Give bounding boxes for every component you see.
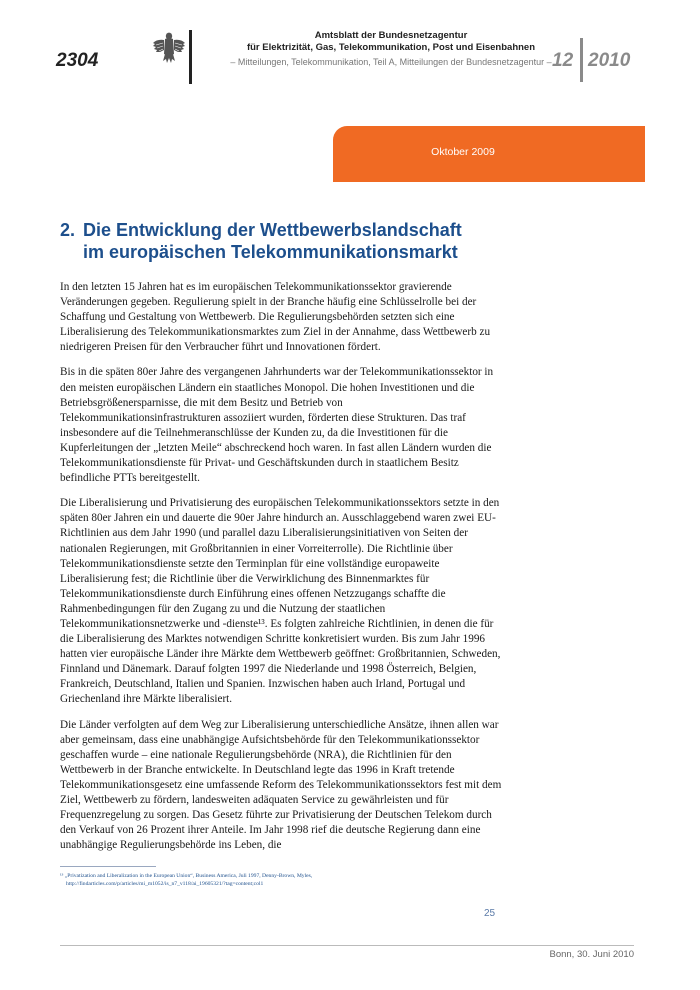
- page-number: 2304: [56, 50, 99, 71]
- footnote-text: ¹³ „Privatization and Liberalization in the European Union“, Business America, Juli 1997, Denny-Brown, Myles,: [60, 873, 313, 879]
- paragraph: Bis in die späten 80er Jahre des vergangenen Jahrhunderts war der Telekommunikationssektor in den meisten europäischen Ländern ein staatliches Monopol. Die hohen Investitionen und die Betriebsgrößenersparnisse, die mit dem Besitz und Betrieb von Telekommunikationsinfrastrukturen assoziiert wurden, förderten diese Strukturen. Das traf insbesondere auf die Teilnehmeranschlüsse der Kunden zu, da die Investitionen für die Kupferleitungen der „letzten Meile“ abschreckend hoch waren. In fast allen Ländern wurden die Telekommunikationsdienste für Privat- und Geschäftskunden durch in staatlichem Besitz befindliche PTTs bereitgestellt.: [60, 366, 494, 485]
- journal-title-line2: für Elektrizität, Gas, Telekommunikation, Post und Eisenbahnen: [246, 42, 536, 53]
- footnote: [60, 872, 420, 888]
- paragraph: Die Länder verfolgten auf dem Weg zur Liberalisierung unterschiedliche Ansätze, ihnen allen war aber gemeinsam, dass eine unabhängige Aufsichtsbehörde für den Telekommunikationssektor geschaffen wurde – eine nationale Regulierungsbehörde (NRA), die Richtlinien für den Wettbewerb in der Branche entwickelte. In Deutschland legte das 1996 in Kraft tretende Telekommunikationsgesetz eine umfassende Reform des Telekommunikationssektors fest mit dem Ziel, Wettbewerb zu fördern, landesweiten adäquaten Service zu gewährleisten und für Frequenzregelung zu sorgen. Das Gesetz führte zur Privatisierung der Deutschen Telekom durch den Verkauf von 26 Prozent ihrer Anteile. Im Jahr 1998 rief die deutsche Regierung dann eine unabhängige Regulierungsbehörde ins Leben, die: [60, 718, 502, 852]
- section-number: 2.: [60, 220, 76, 240]
- federal-eagle-icon: [152, 30, 186, 66]
- journal-title: [196, 30, 586, 54]
- footer-divider: [60, 945, 634, 946]
- paragraph: Die Liberalisierung und Privatisierung des europäischen Telekommunikationssektors setzte in den späten 80er Jahren ein und dauerte die 90er Jahre hindurch an. Ausschlaggebend waren zwei EU-Richtlinien aus dem Jahr 1990 (und parallel dazu Liberalisierungsinitiativen von Seiten der nationalen Regierungen, mit Großbritannien in einer Vorreiterrolle). Die Richtlinie über Telekommunikationsdienste setzte den Terminplan für eine vollständige europaweite Liberalisierung fest; die Richtlinie über die Verwirklichung des Binnenmarktes für Telekommunikationsdienste durch Einführung eines offenen Netzzugangs schaffte die Rahmenbedingungen für den Zugang zu und die Nutzung der staatlichen Telekommunikationsnetzwerke und -dienste¹³. Es folgten zahlreiche Richtlinien, in denen die für die Liberalisierung des Marktes notwendigen Schritte konkretisiert wurden. Bis zum Jahr 1996 hatten vier europäische Länder ihre Märkte dem Wettbewerb geöffnet: Großbritannien, Schweden, Finnland und Dänemark. Darauf folgten 1997 die Niederlande und 1998 Österreich, Belgien, Frankreich, Deutschland, Italien und Spanien. Inzwischen haben auch Irland, Portugal und Griechenland ihre Märkte liberalisiert.: [60, 497, 501, 706]
- body-text: [60, 280, 504, 863]
- issue-number: 12: [552, 50, 574, 71]
- paragraph: In den letzten 15 Jahren hat es im europäischen Telekommunikationssektor gravierende Veränderungen gegeben. Regulierung spielt in der Branche häufig eine Schlüsselrolle bei der Schaffung und Gestaltung von Wettbewerb. Die Regulierungsbehörden setzten sich eine Liberalisierung des Telekommunikationsmarktes zum Ziel in der Annahme, dass Wettbewerb zu niedrigeren Preisen für den Verbraucher führt und Innovationen fördert.: [60, 281, 491, 354]
- footnote-link[interactable]: http://findarticles.com/p/articles/mi_m1052/is_n7_v118/ai_19605321/?tag=content;col1: [66, 881, 264, 887]
- issue-divider: [580, 38, 583, 82]
- journal-subtitle: – Mitteilungen, Telekommunikation, Teil A, Mitteilungen der Bundesnetzagentur –: [230, 57, 552, 67]
- section-heading: [60, 219, 620, 263]
- section-title-line1: Die Entwicklung der Wettbewerbslandschaft: [83, 220, 462, 240]
- footnote-divider: [60, 866, 156, 867]
- date-banner-label: Oktober 2009: [431, 146, 495, 158]
- issue-year: 2010: [588, 50, 631, 71]
- header-divider: [189, 30, 192, 84]
- footer-page-number: 25: [484, 908, 496, 919]
- journal-title-line1: Amtsblatt der Bundesnetzagentur: [314, 30, 468, 41]
- footer-place-date: Bonn, 30. Juni 2010: [549, 949, 634, 960]
- section-title-line2: im europäischen Telekommunikationsmarkt: [83, 242, 458, 262]
- date-banner: [333, 126, 645, 182]
